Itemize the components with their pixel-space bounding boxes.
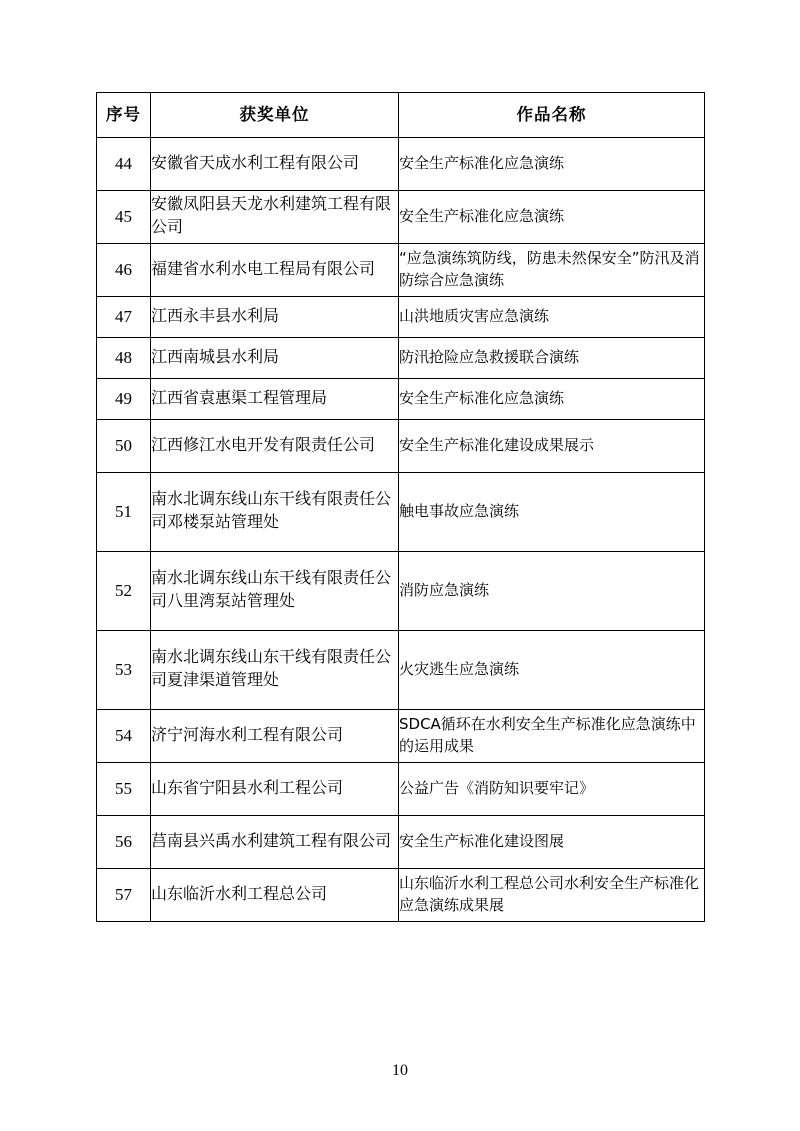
row-number: 46 [97,244,151,297]
row-work-title: 火灾逃生应急演练 [399,631,705,710]
table-row [97,631,705,710]
row-unit-name: 江西南城县水利局 [151,338,399,379]
table-row [97,338,705,379]
row-number: 56 [97,816,151,869]
row-work-title: 安全生产标准化应急演练 [399,191,705,244]
table-header [97,93,705,138]
table-row [97,420,705,473]
table-body [97,138,705,922]
row-unit-name: 济宁河海水利工程有限公司 [151,710,399,763]
row-number: 48 [97,338,151,379]
table-row [97,552,705,631]
table-row [97,379,705,420]
row-work-title: 防汛抢险应急救援联合演练 [399,338,705,379]
row-number: 55 [97,763,151,816]
row-number: 44 [97,138,151,191]
column-header-work-label: 作品名称 [516,105,587,125]
row-unit-name: 江西省袁惠渠工程管理局 [151,379,399,420]
table-row [97,244,705,297]
row-work-title: 安全生产标准化应急演练 [399,379,705,420]
row-number: 53 [97,631,151,710]
column-header-unit-label: 获奖单位 [239,105,310,125]
row-unit-name: 山东省宁阳县水利工程公司 [151,763,399,816]
column-header-unit [151,93,399,138]
row-work-title: 安全生产标准化应急演练 [399,138,705,191]
table-header-row [97,93,705,138]
row-work-title: 安全生产标准化建设成果展示 [399,420,705,473]
row-work-title: 山洪地质灾害应急演练 [399,297,705,338]
row-work-title: “应急演练筑防线，防患未然保安全”防汛及消防综合应急演练 [399,244,705,297]
table-row [97,869,705,922]
table-row [97,138,705,191]
row-unit-name: 江西永丰县水利局 [151,297,399,338]
row-unit-name: 南水北调东线山东干线有限责任公司夏津渠道管理处 [151,631,399,710]
table-row [97,191,705,244]
row-unit-name: 南水北调东线山东干线有限责任公司邓楼泵站管理处 [151,473,399,552]
row-number: 45 [97,191,151,244]
row-number: 57 [97,869,151,922]
row-work-title: 消防应急演练 [399,552,705,631]
row-unit-name: 安徽省天成水利工程有限公司 [151,138,399,191]
table-row [97,297,705,338]
page-number: 10 [392,1062,408,1079]
table-row [97,816,705,869]
table-row [97,763,705,816]
row-unit-name: 南水北调东线山东干线有限责任公司八里湾泵站管理处 [151,552,399,631]
row-work-title: 山东临沂水利工程总公司水利安全生产标准化应急演练成果展 [399,869,705,922]
row-work-title: 安全生产标准化建设图展 [399,816,705,869]
column-header-work [399,93,705,138]
table-row [97,710,705,763]
row-number: 52 [97,552,151,631]
row-number: 54 [97,710,151,763]
row-unit-name: 福建省水利水电工程局有限公司 [151,244,399,297]
table-row [97,473,705,552]
row-number: 49 [97,379,151,420]
row-work-title: 公益广告《消防知识要牢记》 [399,763,705,816]
row-work-title: 触电事故应急演练 [399,473,705,552]
row-unit-name: 江西修江水电开发有限责任公司 [151,420,399,473]
row-work-title: SDCA循环在水利安全生产标准化应急演练中的运用成果 [399,710,705,763]
row-number: 50 [97,420,151,473]
row-number: 51 [97,473,151,552]
row-number: 47 [97,297,151,338]
row-unit-name: 山东临沂水利工程总公司 [151,869,399,922]
award-list-table [96,92,705,922]
row-unit-name: 安徽凤阳县天龙水利建筑工程有限公司 [151,191,399,244]
row-unit-name: 莒南县兴禹水利建筑工程有限公司 [151,816,399,869]
column-header-no-label: 序号 [106,105,141,125]
column-header-no [97,93,151,138]
